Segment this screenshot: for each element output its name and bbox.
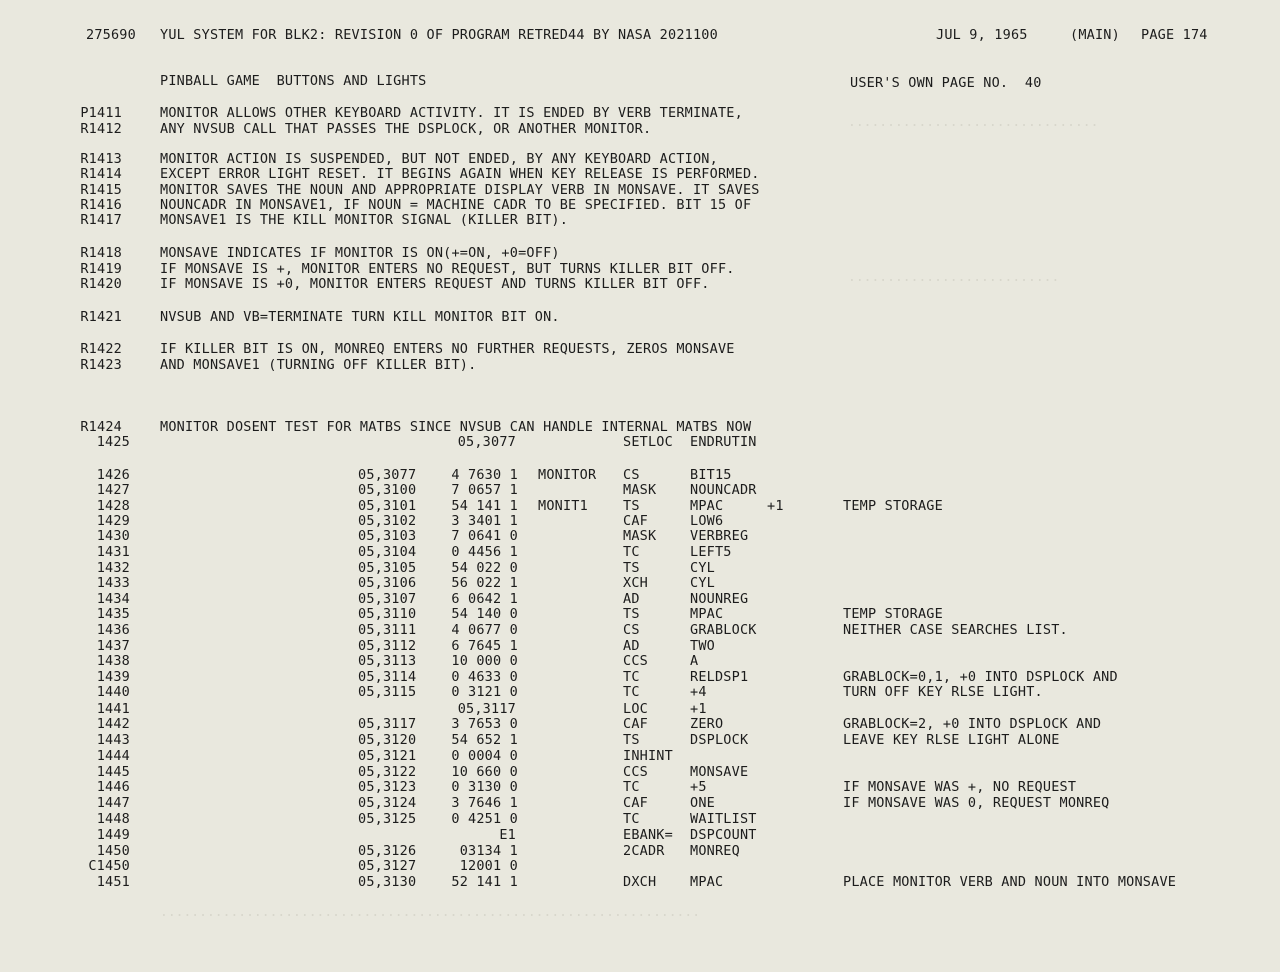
code-comment: NEITHER CASE SEARCHES LIST. — [843, 622, 1068, 638]
octal-word: 0 4251 0 — [451, 811, 518, 827]
memory-address: 05,3100 — [358, 482, 417, 498]
code-comment: PLACE MONITOR VERB AND NOUN INTO MONSAVE — [843, 874, 1177, 890]
operand: NOUNCADR — [690, 482, 757, 498]
comment-line-number: R1420 — [80, 276, 122, 292]
octal-word: 6 0642 1 — [451, 591, 518, 607]
memory-address: 05,3113 — [358, 653, 417, 669]
comment-text: IF KILLER BIT IS ON, MONREQ ENTERS NO FURTHER REQUESTS, ZEROS MONSAVE — [160, 341, 735, 357]
code-comment: GRABLOCK=0,1, +0 INTO DSPLOCK AND — [843, 669, 1118, 685]
octal-word: 12001 0 — [459, 858, 518, 874]
comment-text: EXCEPT ERROR LIGHT RESET. IT BEGINS AGAIN WHEN KEY RELEASE IS PERFORMED. — [160, 166, 760, 182]
header-date: JUL 9, 1965 — [936, 27, 1028, 43]
memory-address: 05,3101 — [358, 498, 417, 514]
opcode: TS — [623, 606, 640, 622]
comment-line-number: R1413 — [80, 151, 122, 167]
operand: MPAC — [690, 606, 724, 622]
memory-address: 05,3115 — [358, 684, 417, 700]
listing-line-number: 1425 — [96, 434, 130, 450]
opcode: MASK — [623, 528, 657, 544]
octal-word: 03134 1 — [459, 843, 518, 859]
memory-address: 05,3123 — [358, 779, 417, 795]
listing-line-number: 1450 — [96, 843, 130, 859]
section-heading: PINBALL GAME BUTTONS AND LIGHTS — [160, 73, 427, 89]
operand: MONSAVE — [690, 764, 749, 780]
opcode: TS — [623, 498, 640, 514]
listing-line-number: 1426 — [96, 467, 130, 483]
memory-address: 05,3126 — [358, 843, 417, 859]
opcode: 2CADR — [623, 843, 665, 859]
job-number: 275690 — [86, 27, 136, 43]
listing-line-number: 1443 — [96, 732, 130, 748]
code-comment: GRABLOCK=2, +0 INTO DSPLOCK AND — [843, 716, 1102, 732]
operand: RELDSP1 — [690, 669, 749, 685]
memory-address: 05,3110 — [358, 606, 417, 622]
code-label: MONITOR — [538, 467, 597, 483]
operand: LOW6 — [690, 513, 724, 529]
header-section: (MAIN) — [1070, 27, 1120, 43]
memory-address: 05,3121 — [358, 748, 417, 764]
operand: GRABLOCK — [690, 622, 757, 638]
comment-line-number: R1421 — [80, 309, 122, 325]
octal-word: 4 0677 0 — [451, 622, 518, 638]
comment-line-number: R1417 — [80, 212, 122, 228]
listing-line-number: 1448 — [96, 811, 130, 827]
octal-word: 7 0657 1 — [451, 482, 518, 498]
octal-word: 3 3401 1 — [451, 513, 518, 529]
comment-text: IF MONSAVE IS +0, MONITOR ENTERS REQUEST AND TURNS KILLER BIT OFF. — [160, 276, 710, 292]
listing-line-number: 1430 — [96, 528, 130, 544]
memory-address: 05,3102 — [358, 513, 417, 529]
octal-word: 0 0004 0 — [451, 748, 518, 764]
users-page-number: USER'S OWN PAGE NO. 40 — [850, 75, 1042, 91]
listing-line-number: 1434 — [96, 591, 130, 607]
comment-text: ANY NVSUB CALL THAT PASSES THE DSPLOCK, OR ANOTHER MONITOR. — [160, 121, 652, 137]
comment-text: MONITOR ALLOWS OTHER KEYBOARD ACTIVITY. IT IS ENDED BY VERB TERMINATE, — [160, 105, 743, 121]
show-through: ..................................................................... — [160, 905, 701, 920]
listing-line-number: 1441 — [96, 701, 130, 717]
comment-line-number: R1422 — [80, 341, 122, 357]
listing-line-number: 1447 — [96, 795, 130, 811]
show-through: ........................... — [848, 270, 1060, 285]
operand: MONREQ — [690, 843, 740, 859]
octal-word: 0 3121 0 — [451, 684, 518, 700]
opcode: TS — [623, 732, 640, 748]
opcode: TC — [623, 811, 640, 827]
memory-address: 05,3127 — [358, 858, 417, 874]
opcode: TC — [623, 669, 640, 685]
comment-line-number: R1415 — [80, 182, 122, 198]
memory-address: 05,3114 — [358, 669, 417, 685]
memory-address: 05,3103 — [358, 528, 417, 544]
code-comment: TEMP STORAGE — [843, 498, 943, 514]
listing-line-number: 1431 — [96, 544, 130, 560]
comment-text: IF MONSAVE IS +, MONITOR ENTERS NO REQUEST, BUT TURNS KILLER BIT OFF. — [160, 261, 735, 277]
comment-text: NOUNCADR IN MONSAVE1, IF NOUN = MACHINE CADR TO BE SPECIFIED. BIT 15 OF — [160, 197, 752, 213]
opcode: LOC — [623, 701, 648, 717]
opcode: TC — [623, 544, 640, 560]
header-title: YUL SYSTEM FOR BLK2: REVISION 0 OF PROGRAM RETRED44 BY NASA 2021100 — [160, 27, 718, 43]
octal-word: 4 7630 1 — [451, 467, 518, 483]
operand: BIT15 — [690, 467, 732, 483]
page-number: PAGE 174 — [1141, 27, 1208, 43]
octal-word: 10 000 0 — [451, 653, 518, 669]
comment-line-number: R1412 — [80, 121, 122, 137]
operand: CYL — [690, 575, 715, 591]
code-comment: TURN OFF KEY RLSE LIGHT. — [843, 684, 1043, 700]
operand: MPAC — [690, 874, 724, 890]
operand: CYL — [690, 560, 715, 576]
opcode: AD — [623, 638, 640, 654]
operand: LEFT5 — [690, 544, 732, 560]
listing-line-number: 1438 — [96, 653, 130, 669]
octal-word: 0 4456 1 — [451, 544, 518, 560]
listing-line-number: 1433 — [96, 575, 130, 591]
memory-address: 05,3106 — [358, 575, 417, 591]
octal-word: 52 141 1 — [451, 874, 518, 890]
location-value: 05,3117 — [457, 701, 516, 717]
comment-text: NVSUB AND VB=TERMINATE TURN KILL MONITOR BIT ON. — [160, 309, 560, 325]
location-value: 05,3077 — [457, 434, 516, 450]
operand: +4 — [690, 684, 707, 700]
location-value: E1 — [499, 827, 516, 843]
octal-word: 54 022 0 — [451, 560, 518, 576]
opcode: INHINT — [623, 748, 673, 764]
opcode: EBANK= — [623, 827, 673, 843]
memory-address: 05,3117 — [358, 716, 417, 732]
operand: +1 — [690, 701, 707, 717]
memory-address: 05,3107 — [358, 591, 417, 607]
octal-word: 7 0641 0 — [451, 528, 518, 544]
operand: TWO — [690, 638, 715, 654]
operand: DSPCOUNT — [690, 827, 757, 843]
memory-address: 05,3104 — [358, 544, 417, 560]
opcode: CAF — [623, 795, 648, 811]
code-label: MONIT1 — [538, 498, 588, 514]
octal-word: 10 660 0 — [451, 764, 518, 780]
opcode: CCS — [623, 764, 648, 780]
opcode: TC — [623, 779, 640, 795]
memory-address: 05,3077 — [358, 467, 417, 483]
memory-address: 05,3120 — [358, 732, 417, 748]
comment-line-number: R1423 — [80, 357, 122, 373]
opcode: CAF — [623, 513, 648, 529]
octal-word: 54 141 1 — [451, 498, 518, 514]
comment-text: MONSAVE INDICATES IF MONITOR IS ON(+=ON, +0=OFF) — [160, 245, 560, 261]
comment-line-number: R1424 — [80, 419, 122, 435]
octal-word: 54 652 1 — [451, 732, 518, 748]
comment-line-number: R1419 — [80, 261, 122, 277]
listing-line-number: 1440 — [96, 684, 130, 700]
code-comment: TEMP STORAGE — [843, 606, 943, 622]
code-comment: LEAVE KEY RLSE LIGHT ALONE — [843, 732, 1060, 748]
listing-line-number: 1451 — [96, 874, 130, 890]
octal-word: 3 7653 0 — [451, 716, 518, 732]
memory-address: 05,3112 — [358, 638, 417, 654]
opcode: XCH — [623, 575, 648, 591]
opcode: MASK — [623, 482, 657, 498]
listing-line-number: 1436 — [96, 622, 130, 638]
comment-text: MONSAVE1 IS THE KILL MONITOR SIGNAL (KILLER BIT). — [160, 212, 569, 228]
listing-line-number: 1445 — [96, 764, 130, 780]
comment-text: AND MONSAVE1 (TURNING OFF KILLER BIT). — [160, 357, 477, 373]
operand: ENDRUTIN — [690, 434, 757, 450]
listing-line-number: 1446 — [96, 779, 130, 795]
opcode: AD — [623, 591, 640, 607]
memory-address: 05,3124 — [358, 795, 417, 811]
operand: ONE — [690, 795, 715, 811]
comment-line-number: P1411 — [80, 105, 122, 121]
memory-address: 05,3130 — [358, 874, 417, 890]
opcode: DXCH — [623, 874, 657, 890]
operand: ZERO — [690, 716, 724, 732]
opcode: CS — [623, 622, 640, 638]
listing-line-number: 1439 — [96, 669, 130, 685]
operand: +5 — [690, 779, 707, 795]
memory-address: 05,3105 — [358, 560, 417, 576]
memory-address: 05,3111 — [358, 622, 417, 638]
code-comment: IF MONSAVE WAS 0, REQUEST MONREQ — [843, 795, 1110, 811]
opcode: SETLOC — [623, 434, 673, 450]
listing-line-number: 1429 — [96, 513, 130, 529]
operand: MPAC — [690, 498, 724, 514]
comment-text: MONITOR DOSENT TEST FOR MATBS SINCE NVSUB CAN HANDLE INTERNAL MATBS NOW — [160, 419, 752, 435]
listing-line-number: 1435 — [96, 606, 130, 622]
operand: NOUNREG — [690, 591, 749, 607]
opcode: CCS — [623, 653, 648, 669]
octal-word: 0 3130 0 — [451, 779, 518, 795]
code-comment: IF MONSAVE WAS +, NO REQUEST — [843, 779, 1077, 795]
operand: WAITLIST — [690, 811, 757, 827]
octal-word: 3 7646 1 — [451, 795, 518, 811]
operand-increment: +1 — [767, 498, 784, 514]
opcode: TS — [623, 560, 640, 576]
comment-line-number: R1414 — [80, 166, 122, 182]
opcode: TC — [623, 684, 640, 700]
memory-address: 05,3122 — [358, 764, 417, 780]
listing-line-number: 1437 — [96, 638, 130, 654]
octal-word: 6 7645 1 — [451, 638, 518, 654]
operand: A — [690, 653, 699, 669]
listing-line-number: 1428 — [96, 498, 130, 514]
operand: VERBREG — [690, 528, 749, 544]
listing-line-number: 1427 — [96, 482, 130, 498]
listing-line-number: C1450 — [88, 858, 130, 874]
opcode: CAF — [623, 716, 648, 732]
comment-text: MONITOR ACTION IS SUSPENDED, BUT NOT ENDED, BY ANY KEYBOARD ACTION, — [160, 151, 718, 167]
listing-line-number: 1442 — [96, 716, 130, 732]
listing-line-number: 1432 — [96, 560, 130, 576]
listing-line-number: 1444 — [96, 748, 130, 764]
octal-word: 56 022 1 — [451, 575, 518, 591]
memory-address: 05,3125 — [358, 811, 417, 827]
listing-line-number: 1449 — [96, 827, 130, 843]
comment-text: MONITOR SAVES THE NOUN AND APPROPRIATE DISPLAY VERB IN MONSAVE. IT SAVES — [160, 182, 760, 198]
opcode: CS — [623, 467, 640, 483]
show-through: ................................ — [848, 115, 1099, 130]
octal-word: 54 140 0 — [451, 606, 518, 622]
comment-line-number: R1418 — [80, 245, 122, 261]
operand: DSPLOCK — [690, 732, 749, 748]
comment-line-number: R1416 — [80, 197, 122, 213]
octal-word: 0 4633 0 — [451, 669, 518, 685]
